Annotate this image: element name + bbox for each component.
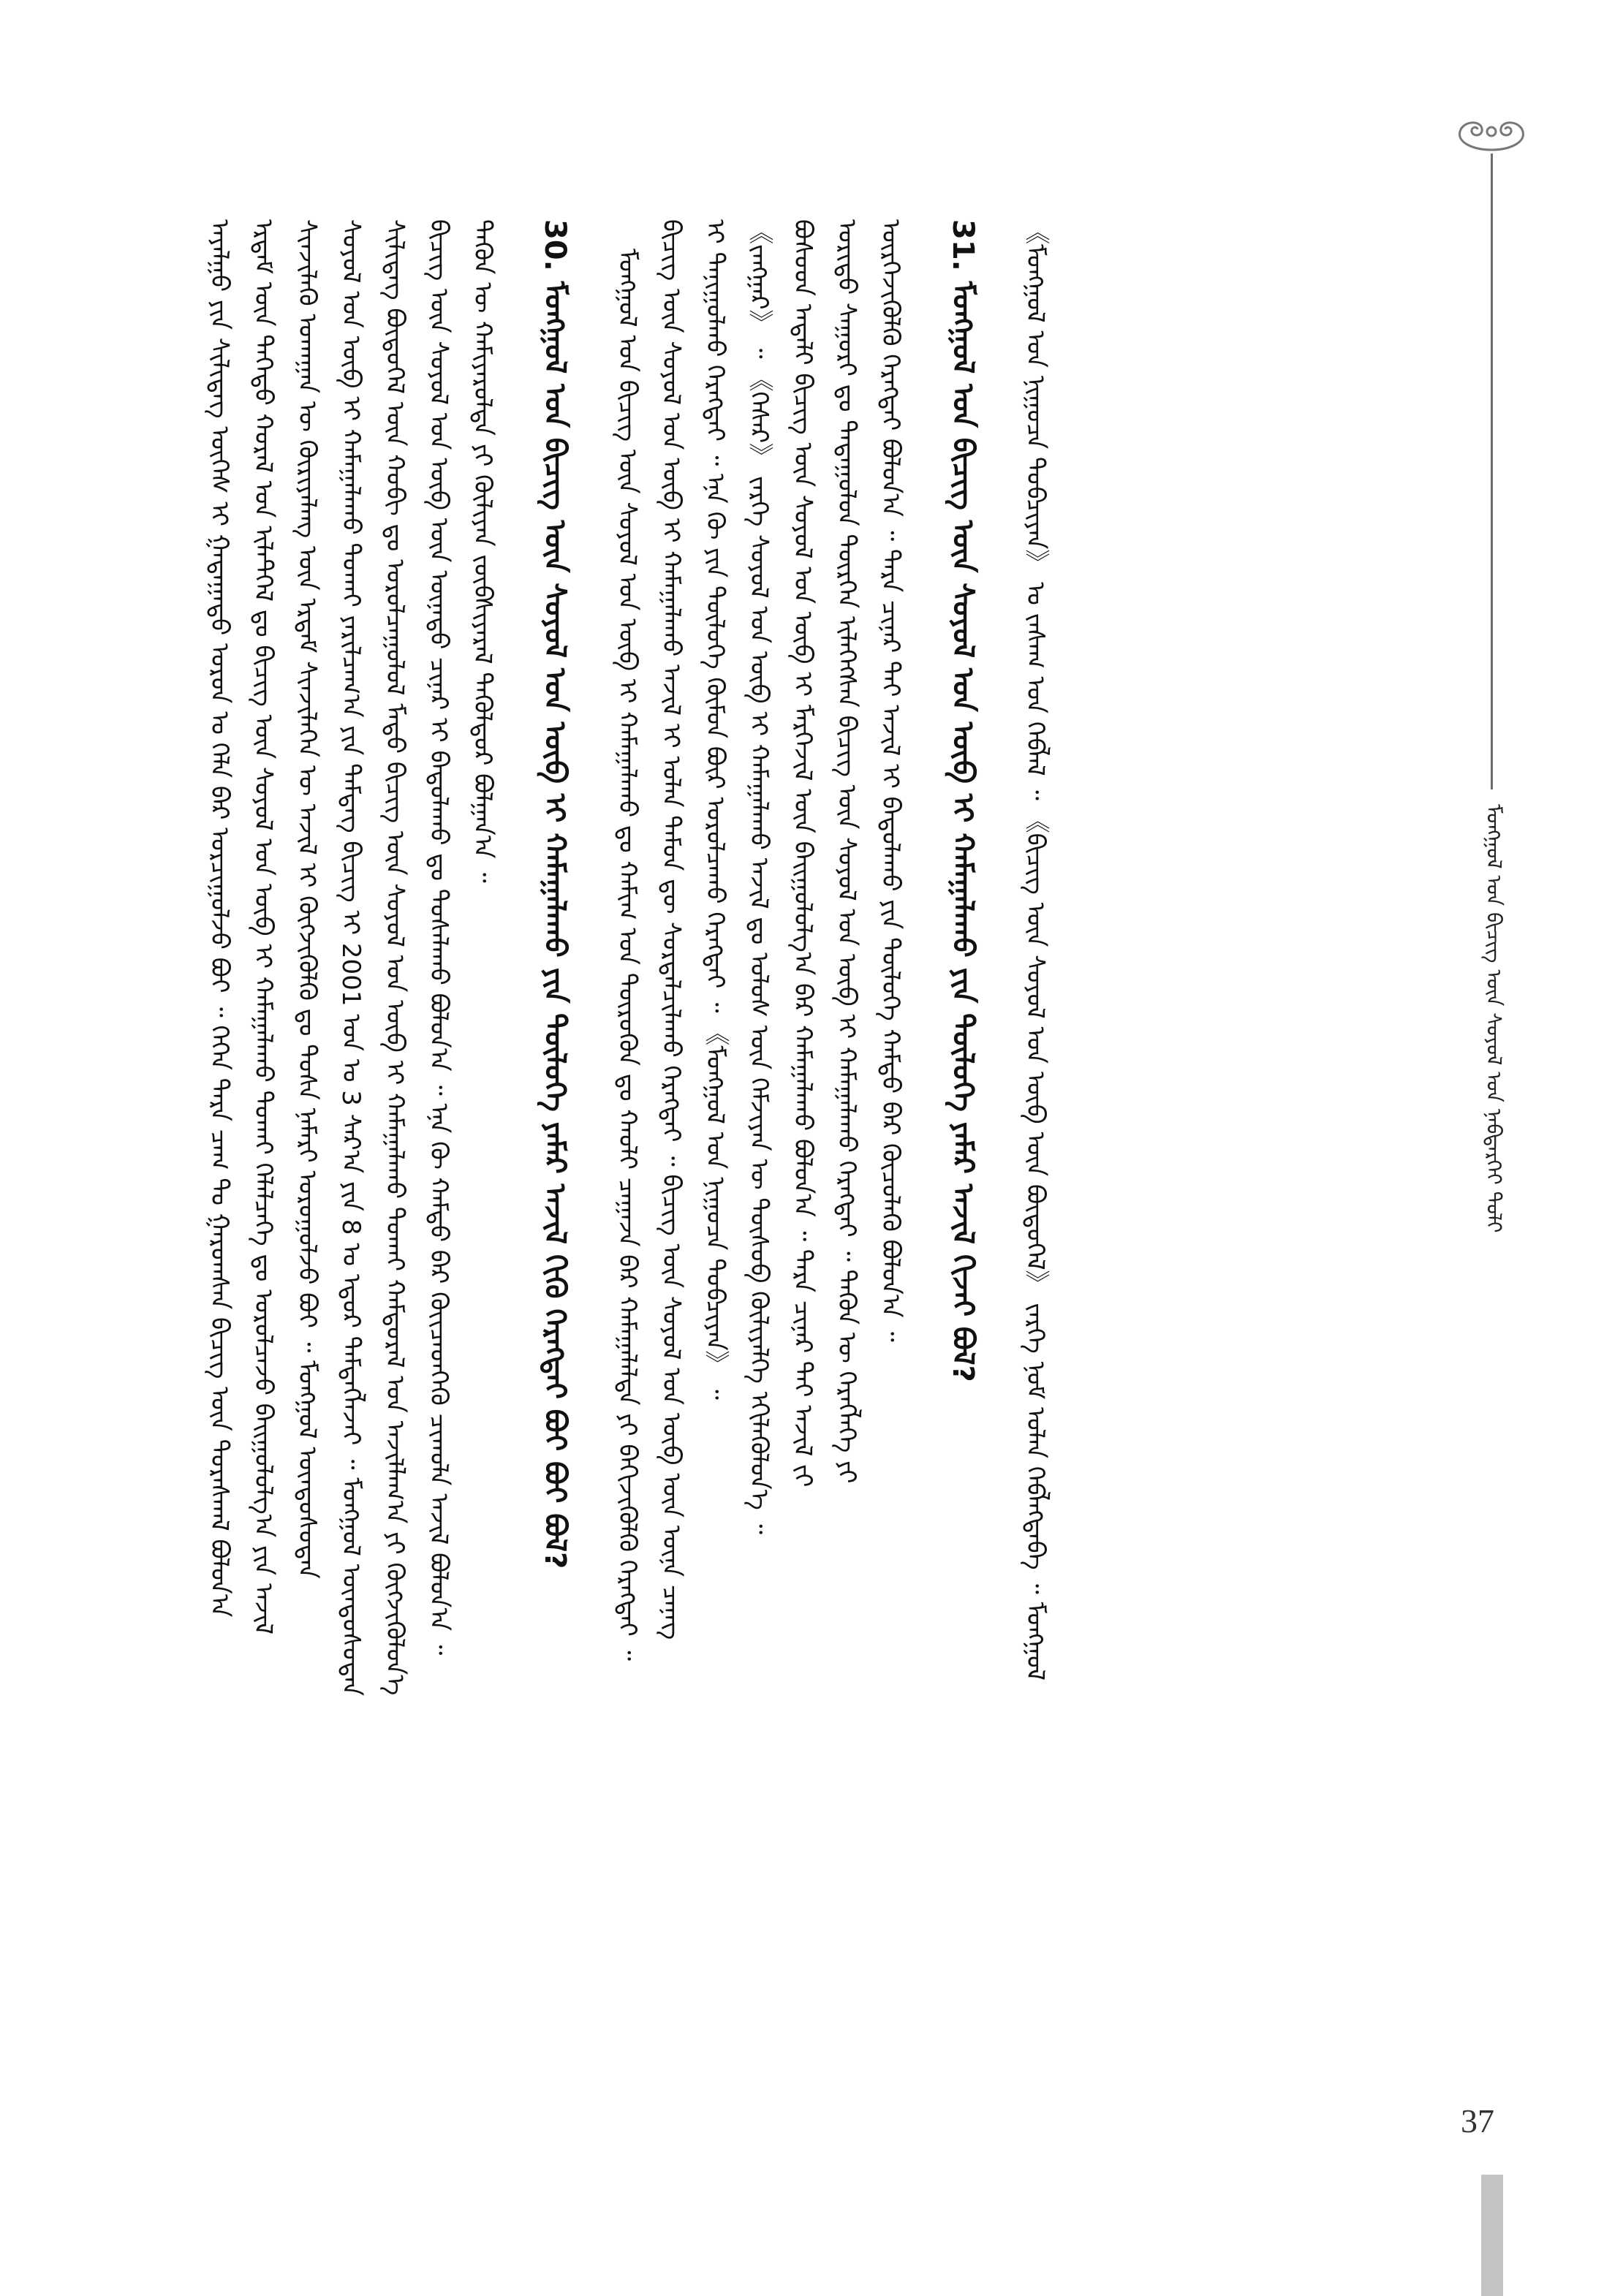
body-line: ᠢ ᠲᠠᠨᠢᠭᠤᠯᠬᠤ ᠬᠡᠷᠡᠭᠲᠡᠢ ᠃ ᠡᠨᠡ ᠬᠦ ᠶᠢᠨ ᠲᠥᠯᠦᠭᠡ ᠬᠦᠮᠦᠨ ᠪᠦᠷ ᠣᠷᠣᠯᠴᠠᠬᠤ ᠬᠡᠷᠡᠭᠲᠡᠢ ᠃ 《ᠮᠣᠩᠭᠣᠯ ᠤᠨ ᠨᠢᠭᠤᠴᠠ ᠲᠣᠪᠴᠢᠶᠠᠨ》 ᠃: [700, 219, 730, 1400]
body-text: [197, 219, 1057, 2156]
body-line: ᠰᠢᠨᠵᠢᠯᠡᠬᠦ ᠤᠬᠠᠭᠠᠨ ᠦ ᠬᠦᠷᠢᠶᠡᠯᠡᠩ ᠦᠨ ᠡᠷᠳᠡᠮ ᠰᠢᠨᠵᠢᠯᠡᠭᠡᠨ ᠦ ᠠᠵᠢᠯ ᠢ ᠬᠥᠭᠵᠢᠭᠦᠯᠬᠦ ᠳᠤ ᠲᠤᠰᠠ ᠨᠡᠮᠡᠷᠢ ᠣᠷᠤᠭᠤᠯᠵᠤ ᠪᠣᠢ ᠃ ᠮᠣᠩᠭᠣᠯ ᠦᠨᠳᠦᠰᠦᠲᠡᠨ: [292, 219, 322, 1579]
body-line: ᠮᠣᠩᠭᠣᠯ ᠤᠨ ᠪᠢᠴᠢᠭ᠌ ᠦᠨ ᠰᠣᠶᠣᠯ ᠤᠨ ᠥᠪ ᠢ ᠬᠠᠮᠠᠭᠠᠯᠠᠬᠤ ᠳᠤ ᠬᠠᠮᠢᠭ ᠤᠨ ᠲᠦᠷᠦᠭᠦᠨ ᠳᠤ ᠬᠠᠤᠯᠢ ᠴᠠᠭᠠᠵᠠ ᠪᠡᠷ ᠬᠠᠮᠠᠭᠠᠯᠠᠯᠲᠠ ᠶᠢ ᠪᠡᠬᠢᠵᠢᠭᠦᠯᠬᠦ ᠬᠡᠷᠡᠭᠲᠡᠢ ᠃: [613, 249, 642, 1661]
header-rule: [1491, 154, 1493, 789]
body-line: ᠤᠷᠢᠳᠤ ᠰᠠᠭᠤᠷᠢ ᠳᠤ ᠲᠠᠲᠠᠭᠤᠯᠤᠨ ᠲᠦᠷᠭᠡᠨ ᠢᠯᠡᠭᠡᠭᠰᠡᠨ ᠪᠢᠴᠢᠭ᠌ ᠦᠨ ᠰᠣᠶᠣᠯ ᠤᠨ ᠥᠪ ᠢ ᠬᠠᠮᠠᠭᠠᠯᠠᠬᠤ ᠬᠡᠷᠡᠭᠲᠡᠢ ᠃ ᠲᠡᠭᠦᠨ ᠦ ᠬᠡᠷᠡᠭᠯᠡᠭᠡ ᠶᠢ: [832, 219, 861, 1484]
running-header: ᠮᠣᠩᠭᠣᠯ ᠤᠨ ᠪᠢᠴᠢᠭ ᠦᠨ ᠰᠣᠶᠣᠯ ᠤᠨ ᠨᠡᠪᠲᠡᠷᠬᠡᠢ ᠲᠣᠯᠢ: [1482, 804, 1506, 1233]
question-heading-30: 30. ᠮᠣᠩᠭᠣᠯ ᠤᠨ ᠪᠢᠴᠢᠭ᠌ ᠦᠨ ᠰᠣᠶᠣᠯ ᠤᠨ ᠥᠪ ᠢ ᠬᠠᠮᠠᠭᠠᠯᠠᠬᠤ ᠶᠢᠨ ᠲᠥᠯᠦᠭᠡ ᠶᠠᠮᠠᠷ ᠠᠵᠢᠯ ᠬᠢᠬᠦ ᠬᠡᠷᠡᠭᠲᠡᠢ ᠪᠤᠢ ᠪᠤᠢ ᠪᠣᠯ?: [538, 219, 572, 1569]
body-line: ᠪᠢᠴᠢᠭ᠌ ᠦᠨ ᠰᠣᠶᠣᠯ ᠤᠨ ᠥᠪ ᠢ ᠬᠠᠮᠠᠭᠠᠯᠠᠬᠤ ᠠᠵᠢᠯ ᠢ ᠣᠯᠠᠨ ᠲᠡᠮᠦᠨ ᠳᠦ ᠰᠤᠷᠲᠠᠯᠴᠢᠯᠠᠬᠤ ᠬᠡᠷᠡᠭᠲᠡᠢ ᠃ ᠪᠢᠴᠢᠭ᠌ ᠦᠨ ᠰᠣᠶᠣᠯ ᠤᠨ ᠥᠪ ᠦᠨ ᠦᠨᠡ ᠴᠡᠨᠡᠭ: [657, 219, 686, 1640]
body-line: ᠪᠢᠴᠢᠭ᠌ ᠦᠨ ᠰᠣᠶᠣᠯ ᠤᠨ ᠥᠪ ᠦᠨ ᠦᠨᠡᠲᠦ ᠴᠢᠨᠠᠷ ᠢ ᠪᠠᠲᠤᠯᠠᠬᠤ ᠳᠤ ᠲᠤᠰᠠᠯᠠᠬᠤ ᠪᠣᠯᠤᠨ᠎ᠠ ᠃ ᠡᠨᠡ ᠬᠦ ᠬᠠᠮᠲᠤ ᠪᠡᠷ ᠭᠦᠢᠴᠡᠳᠬᠡᠬᠦ ᠴᠢᠬᠤᠯᠠ ᠠᠵᠢᠯ ᠪᠣᠯᠤᠨ᠎ᠠ ᠃: [424, 219, 453, 1656]
page-edge-bar: [1481, 2175, 1503, 2296]
body-line: ᠥᠷᠭᠡᠵᠢᠭᠦᠯᠬᠦ ᠬᠡᠷᠡᠭᠲᠡᠢ ᠪᠣᠯᠤᠨ᠎ᠠ ᠃ ᠲᠡᠷᠡ ᠴᠢᠨᠠᠷ ᠲᠠᠢ ᠠᠵᠢᠯ ᠢ ᠪᠠᠲᠤᠯᠠᠬᠤ ᠶᠢᠨ ᠲᠥᠯᠦᠭᠡ ᠬᠠᠮᠲᠤ ᠪᠡᠷ ᠬᠦᠴᠦᠯᠡᠬᠦ ᠪᠣᠯᠤᠨ᠎ᠠ ᠃: [876, 219, 905, 1342]
scroll-ornament-icon: [1451, 110, 1532, 154]
body-line: ᠡᠷᠳᠡᠮ ᠦᠨ ᠳᠡᠭᠡᠳᠦ ᠬᠤᠷᠠᠯ ᠤᠨ ᠢᠯᠡᠲᠭᠡᠯ ᠳᠤ ᠪᠢᠴᠢᠭ᠌ ᠦᠨ ᠰᠣᠶᠣᠯ ᠤᠨ ᠥᠪ ᠢ ᠬᠠᠮᠠᠭᠠᠯᠠᠬᠤ ᠲᠤᠬᠠᠢ ᠬᠡᠯᠡᠯᠴᠡᠭᠡ ᠳᠤ ᠣᠷᠣᠯᠴᠠᠵᠤ ᠪᠠᠢᠭᠤᠯᠤᠯᠭ᠎ᠠ ᠶᠢᠨ ᠠᠵᠢᠯ: [249, 219, 278, 1635]
body-line: ᠪᠤᠰᠤᠳ ᠠᠳᠠᠯᠢ ᠪᠢᠴᠢᠭ᠌ ᠦᠨ ᠰᠣᠶᠣᠯ ᠤᠨ ᠥᠪ ᠢ ᠮᠡᠷᠭᠡᠵᠢᠯ ᠦᠨ ᠪᠠᠢᠭᠤᠯᠤᠯᠭ᠎ᠠ ᠪᠡᠷ ᠬᠠᠮᠠᠭᠠᠯᠠᠬᠤ ᠪᠣᠯᠤᠨ᠎ᠠ ᠃ ᠲᠡᠷᠡ ᠴᠢᠨᠠᠷ ᠲᠠᠢ ᠠᠵᠢᠯ ᠵᠢ: [788, 219, 817, 1488]
body-line: 《ᠵᠠᠩᠭᠠᠷ》 ᠃ 《ᠭᠡᠰᠡᠷ》 ᠵᠡᠷᠭᠡ ᠰᠣᠶᠣᠯ ᠤᠨ ᠥᠪ ᠢ ᠬᠠᠮᠠᠭᠠᠯᠠᠬᠤ ᠠᠵᠢᠯ ᠳᠤ ᠤᠯᠤᠰ ᠦᠨ ᠬᠡᠮᠵᠢᠶᠡᠨ ᠦ ᠲᠥᠰᠥᠪ ᠬᠦᠯᠢᠶᠡᠯᠭᠡ ᠡᠬᠢᠯᠡᠭᠦᠯᠦᠨ᠎ᠡ ᠃: [744, 219, 773, 1534]
body-line: ᠰᠢᠯᠢᠳᠡᠭ ᠪᠦᠲᠦᠭᠡᠯ ᠦᠨ ᠬᠣᠪᠢ ᠳᠤ ᠣᠷᠣᠯᠴᠠᠭᠤᠯᠤᠯ ᠮᠡᠲᠦ ᠪᠢᠴᠢᠭ᠌ ᠦᠨ ᠰᠣᠶᠣᠯ ᠤᠨ ᠥᠪ ᠢ ᠬᠠᠮᠠᠭᠠᠯᠠᠬᠤ ᠲᠤᠬᠠᠢ ᠬᠠᠮᠲᠤᠷᠠᠯ ᠤᠨ ᠠᠵᠢᠯᠯᠠᠭ᠎ᠠ ᠶᠢ ᠬᠥᠭᠵᠢᠭᠦᠯᠦᠨ᠎ᠡ: [380, 219, 409, 1696]
body-line: 《ᠮᠣᠩᠭᠣᠯ ᠤᠨ ᠨᠢᠭᠤᠴᠠ ᠲᠣᠪᠴᠢᠶᠠᠨ》 ᠤ ᠵᠠᠰᠠᠭ ᠤᠨ ᠬᠡᠪᠯᠡᠯ ᠃ 《ᠪᠢᠴᠢᠭ᠌ ᠦᠨ ᠰᠣᠶᠣᠯ ᠤᠨ ᠥᠪ ᠦᠨ ᠪᠦᠲᠦᠭᠡᠯ》 ᠵᠡᠷᠭᠡ ᠨᠣᠮ ᠣᠯᠠᠨ ᠬᠡᠪᠯᠡᠭᠳᠡᠪᠡ ᠃ ᠮᠣᠩᠭᠣᠯ: [1021, 219, 1050, 1681]
body-line: ᠲᠡᠭᠦᠨ ᠦ ᠬᠠᠮᠢᠶᠠᠷᠤᠯᠲᠠ ᠶᠢ ᠬᠦᠯᠢᠶᠡᠨ ᠵᠦᠪᠰᠢᠶᠡᠷᠡᠯ ᠲᠡᠭᠦᠯᠳᠦᠷ ᠪᠣᠯᠭᠠᠨ᠎ᠠ ᠃: [468, 219, 497, 883]
question-heading-31: 31. ᠮᠣᠩᠭᠣᠯ ᠤᠨ ᠪᠢᠴᠢᠭ᠌ ᠦᠨ ᠰᠣᠶᠣᠯ ᠤᠨ ᠥᠪ ᠢ ᠬᠠᠮᠠᠭᠠᠯᠠᠬᠤ ᠶᠢᠨ ᠲᠥᠯᠦᠭᠡ ᠶᠠᠮᠠᠷ ᠠᠵᠢᠯ ᠬᠢᠵᠡᠢ ᠪᠣᠯ?: [946, 219, 980, 1382]
page-number: 37: [1461, 2102, 1494, 2140]
body-line: ᠠᠶᠠᠯᠭᠤ ᠶᠢᠨ ᠰᠢᠯᠢᠳᠡᠭ ᠦᠭᠡᠰ ᠢ ᠭᠠᠳᠠᠭᠠᠳᠤ ᠣᠷᠣᠨ ᠤ ᠬᠡᠯᠡ ᠪᠡᠷ ᠣᠷᠴᠢᠭᠤᠯᠵᠤ ᠪᠣᠢ ᠃ ᠭᠡᠭᠡᠨ ᠲᠡᠷᠡ ᠴᠠᠭ ᠲᠤ ᠭᠠᠷᠤᠭᠰᠠᠨ ᠪᠢᠴᠢᠭ᠌ ᠦᠨ ᠳᠤᠷᠠᠰᠬᠠᠯ ᠪᠣᠯᠤᠨ᠎ᠠ: [205, 219, 234, 1618]
body-line: ᠰᠣᠶᠣᠯ ᠤᠨ ᠥᠪ ᠢ ᠬᠠᠮᠠᠭᠠᠯᠠᠬᠤ ᠲᠤᠬᠠᠢ ᠶᠠᠷᠢᠯᠴᠠᠭ᠎ᠠ ᠶᠢᠨ ᠲᠡᠮᠳᠡᠭ ᠪᠢᠴᠢᠭ᠌ ᠢ 2001 ᠣᠨ ᠤ 3 ᠰᠠᠷ᠎ᠠ ᠶᠢᠨ 8 ᠤ ᠡᠳᠦᠷ ᠲᠡᠮᠳᠡᠭᠯᠡᠵᠡᠢ ᠃ ᠮᠣᠩᠭᠣᠯ ᠦᠨᠳᠦᠰᠦᠲᠡᠨ: [336, 219, 366, 1697]
